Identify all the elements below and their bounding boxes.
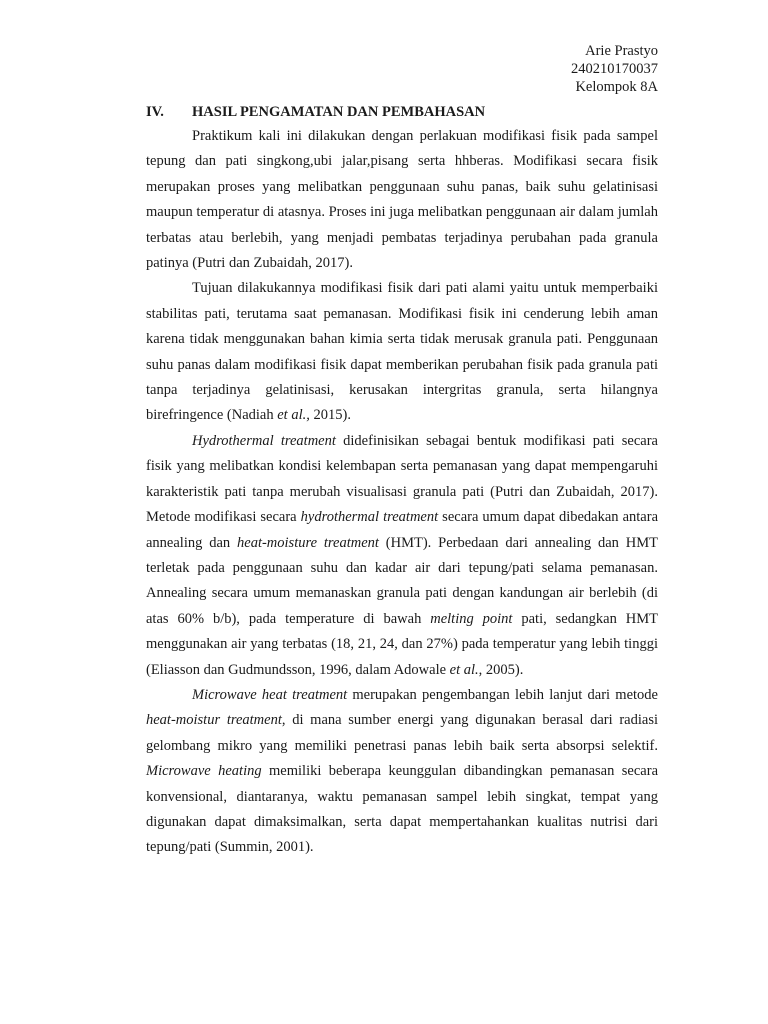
text-segment: (HMT). Perbedaan dari annealing dan HMT terletak pada penggunaan suhu dan kadar air dari tepung/pati selama pemanasan. Annealing secara umum memanaskan granula pati dengan kandungan air berlebih (di atas 60% b/b), pada temperature di bawah xyxy=(146,534,658,627)
paragraph xyxy=(146,276,658,428)
text-segment: , 2005). xyxy=(478,661,524,678)
text-segment: memiliki beberapa keunggulan dibandingkan pemanasan secara konvensional, diantaranya, waktu pemanasan sampel lebih singkat, tempat yang digunakan dapat dimaksimalkan, serta dapat mempertahankan kualitas nutrisi dari tepung/pati (Summin, 2001). xyxy=(146,763,659,856)
text-segment: Praktikum kali ini dilakukan dengan perlakuan modifikasi fisik pada sampel tepung dan pati singkong,ubi jalar,pisang serta hhberas. Modifikasi secara fisik merupakan proses yang melibatkan penggunaan suhu panas, baik suhu gelatinisasi maupun temperatur di atasnya. Proses ini juga melibatkan penggunaan air dalam jumlah terbatas atau berlebih, yang menjadi pembatas terjadinya perubahan pada granula patinya (Putri dan Zubaidah, 2017). xyxy=(146,128,658,272)
paragraph xyxy=(146,429,658,683)
italic-term: melting point xyxy=(430,610,513,627)
author-header xyxy=(571,42,658,96)
section-title: HASIL PENGAMATAN DAN PEMBAHASAN xyxy=(192,104,486,120)
text-segment: secara umum dapat dibedakan antara annealing dan xyxy=(146,509,659,551)
text-segment: didefinisikan sebagai bentuk modifikasi pati secara fisik yang melibatkan kondisi kelembapan serta pemanasan yang dapat mempengaruhi karakteristik pati tanpa merubah visualisasi granula pati (Putri dan Zubaidah, 2017). Metode modifikasi secara xyxy=(146,432,658,526)
paragraph xyxy=(146,683,658,861)
italic-term: et al., xyxy=(277,407,310,424)
text-segment: , di mana sumber energi yang digunakan berasal dari radiasi gelombang mikro yang memiliki penetrasi panas lebih baik serta absorpsi selektif. xyxy=(146,712,659,754)
group-label: Kelompok 8A xyxy=(575,79,658,95)
student-id: 240210170037 xyxy=(571,61,658,77)
text-segment: pati, sedangkan HMT menggunakan air yang terbatas (18, 21, 24, dan 27%) pada temperatur yang lebih tinggi (Eliasson dan Gudmundsson, 1996, dalam Adowale xyxy=(146,610,658,678)
italic-term: et al. xyxy=(449,661,479,678)
italic-term: hydrothermal treatment xyxy=(300,509,439,526)
paragraph xyxy=(146,124,658,276)
body-text xyxy=(146,124,658,861)
text-segment: 2015). xyxy=(309,407,351,424)
italic-term: heat-moistur treatment xyxy=(146,712,282,729)
italic-term: Microwave heating xyxy=(146,763,262,780)
italic-term: Microwave heat treatment xyxy=(192,686,348,703)
text-segment: merupakan pengembangan lebih lanjut dari metode xyxy=(347,686,658,703)
author-name: Arie Prastyo xyxy=(585,43,658,59)
section-heading xyxy=(146,102,485,122)
section-number: IV. xyxy=(146,104,164,120)
text-segment: Tujuan dilakukannya modifikasi fisik dari pati alami yaitu untuk memperbaiki stabilitas pati, terutama saat pemanasan. Modifikasi fisik ini cenderung lebih aman karena tidak menggunakan bahan kimia serta tidak merusak granula pati. Penggunaan suhu panas dalam modifikasi fisik dapat memberikan perubahan fisik pada granula pati tanpa terjadinya gelatinisasi, kerusakan intergritas granula, serta hilangnya birefringence (Nadiah xyxy=(146,280,658,424)
italic-term: heat-moisture treatment xyxy=(237,534,379,551)
italic-term: Hydrothermal treatment xyxy=(192,432,336,449)
